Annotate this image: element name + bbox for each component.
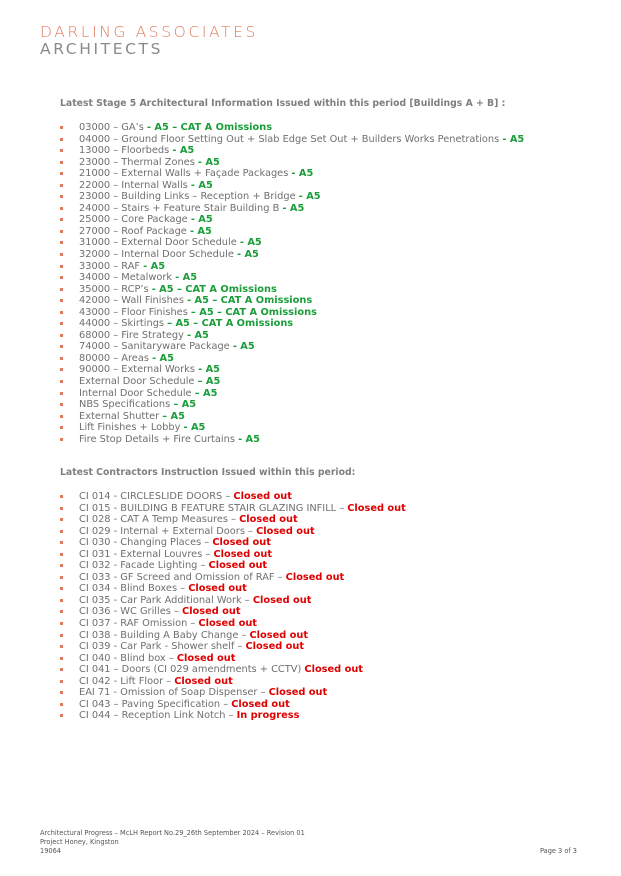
bullet-icon	[60, 541, 63, 544]
list-item	[60, 226, 524, 238]
list-item	[60, 491, 406, 503]
bullet-icon	[60, 138, 63, 141]
bullet-icon	[60, 576, 63, 579]
bullet-icon	[60, 645, 63, 648]
bullet-icon	[60, 634, 63, 637]
item-label: External Door Schedule	[79, 376, 198, 388]
item-label: 23000 – Building Links – Reception + Bridge	[79, 191, 299, 203]
list-item	[60, 676, 406, 688]
bullet-icon	[60, 438, 63, 441]
item-label: 31000 – External Door Schedule	[79, 237, 240, 249]
bullet-icon	[60, 599, 63, 602]
item-label: CI 035 - Car Park Additional Work –	[79, 594, 253, 606]
item-label: 23000 – Thermal Zones	[79, 156, 198, 168]
bullet-icon	[60, 587, 63, 590]
item-label: 34000 – Metalwork	[79, 272, 176, 284]
item-status: In progress	[236, 710, 300, 722]
list-item	[60, 526, 406, 538]
list-item	[60, 687, 406, 699]
list-item	[60, 595, 406, 607]
item-status: - A5	[172, 145, 195, 157]
item-status: - A5	[197, 156, 220, 168]
item-status: - A5	[238, 433, 260, 445]
list-item	[60, 237, 524, 249]
item-status: Closed out	[231, 698, 290, 710]
item-label: CI 032 - Facade Lighting –	[79, 560, 209, 572]
list-item	[60, 295, 524, 307]
item-label: 24000 – Stairs + Feature Stair Building B	[79, 202, 283, 214]
list-item	[60, 434, 524, 446]
item-label: 21000 – External Walls + Façade Packages	[79, 168, 292, 180]
bullet-icon	[60, 368, 63, 371]
item-label: 25000 – Core Package	[79, 214, 191, 226]
item-label: 32000 – Internal Door Schedule	[79, 249, 237, 261]
item-label: CI 039 - Car Park - Shower shelf –	[79, 641, 246, 653]
item-status: Closed out	[212, 537, 271, 549]
item-status: Closed out	[174, 675, 233, 687]
item-label: EAI 71 - Omission of Soap Dispenser –	[79, 687, 269, 699]
item-status: Closed out	[304, 664, 363, 676]
bullet-icon	[60, 126, 63, 129]
list-item	[60, 653, 406, 665]
page-number: Page 3 of 3	[540, 847, 577, 855]
bullet-icon	[60, 207, 63, 210]
item-status: Closed out	[198, 618, 257, 630]
item-label: CI 014 - CIRCLESLIDE DOORS –	[79, 491, 234, 502]
item-label: 27000 – Roof Package	[79, 225, 190, 237]
list-item	[60, 191, 524, 203]
bullet-icon	[60, 380, 63, 383]
item-status: - A5	[291, 168, 314, 180]
item-label: 33000 – RAF	[79, 260, 144, 272]
bullet-icon	[60, 403, 63, 406]
item-label: Fire Stop Details + Fire Curtains	[79, 433, 239, 445]
item-status: - A5	[232, 341, 255, 353]
list-item	[60, 272, 524, 284]
bullet-icon	[60, 299, 63, 302]
bullet-icon	[60, 680, 63, 683]
item-status: Closed out	[252, 594, 312, 606]
bullet-icon	[60, 322, 63, 325]
list-item	[60, 214, 524, 226]
item-status: Closed out	[285, 571, 345, 583]
bullet-icon	[60, 392, 63, 395]
footer-report-title: Architectural Progress – McLH Report No.29_26th September 2024 – Revision 01	[40, 829, 305, 837]
item-status: - A5	[189, 225, 212, 237]
item-status: Closed out	[213, 548, 273, 560]
instructions-list	[60, 491, 406, 722]
list-item	[60, 641, 406, 653]
item-status: - A5	[198, 364, 220, 376]
list-item	[60, 203, 524, 215]
item-status: - A5	[239, 237, 262, 249]
bullet-icon	[60, 495, 63, 498]
list-item	[60, 664, 406, 676]
list-item	[60, 549, 406, 561]
item-label: 42000 – Wall Finishes	[79, 295, 188, 307]
list-item	[60, 583, 406, 595]
bullet-icon	[60, 218, 63, 221]
item-status: - A5	[190, 214, 213, 226]
bullet-icon	[60, 691, 63, 694]
list-item	[60, 710, 406, 722]
item-status: - A5 – CAT A Omissions	[187, 295, 313, 307]
list-item	[60, 422, 524, 434]
item-status: Closed out	[256, 525, 315, 537]
item-label: 22000 – Internal Walls	[79, 179, 191, 191]
item-label: 80000 – Areas	[79, 352, 153, 364]
list-item	[60, 514, 406, 526]
bullet-icon	[60, 241, 63, 244]
list-item	[60, 399, 524, 411]
list-item	[60, 157, 524, 169]
item-label: CI 042 - Lift Floor –	[79, 675, 175, 687]
bullet-icon	[60, 357, 63, 360]
bullet-icon	[60, 345, 63, 348]
list-item	[60, 560, 406, 572]
item-label: 35000 – RCP’s	[79, 283, 152, 295]
footer-project-name: Project Honey, Kingston	[40, 838, 119, 846]
item-label: External Shutter	[79, 410, 163, 422]
bullet-icon	[60, 703, 63, 706]
bullet-icon	[60, 230, 63, 233]
list-item	[60, 341, 524, 353]
item-status: - A5	[175, 272, 198, 284]
bullet-icon	[60, 161, 63, 164]
item-status: - A5	[152, 352, 174, 364]
list-item	[60, 134, 524, 146]
item-status: Closed out	[176, 652, 236, 664]
list-item	[60, 537, 406, 549]
item-status: – A5	[194, 387, 218, 399]
logo-line-2: ARCHITECTS	[40, 40, 164, 58]
list-item	[60, 630, 406, 642]
stage5-list	[60, 122, 524, 445]
list-item	[60, 376, 524, 388]
list-item	[60, 145, 524, 157]
item-status: – A5 – CAT A Omissions	[167, 318, 294, 330]
item-label: 74000 – Sanitaryware Package	[79, 341, 233, 353]
bullet-icon	[60, 149, 63, 152]
list-item	[60, 503, 406, 515]
item-label: CI 034 - Blind Boxes –	[79, 583, 189, 595]
item-status: - A5	[183, 422, 206, 434]
bullet-icon	[60, 668, 63, 671]
list-item	[60, 307, 524, 319]
item-status: Closed out	[268, 687, 328, 699]
item-label: NBS Specifications	[79, 399, 174, 411]
bullet-icon	[60, 253, 63, 256]
list-item	[60, 330, 524, 342]
item-label: CI 038 - Building A Baby Change –	[79, 629, 250, 641]
item-status: - A5	[282, 202, 305, 214]
item-label: CI 029 - Internal + External Doors –	[79, 525, 257, 537]
bullet-icon	[60, 415, 63, 418]
bullet-icon	[60, 265, 63, 268]
list-item	[60, 180, 524, 192]
item-status: - A5	[143, 260, 166, 272]
bullet-icon	[60, 184, 63, 187]
list-item	[60, 318, 524, 330]
item-status: Closed out	[182, 606, 241, 618]
item-status: - A5	[502, 133, 525, 145]
item-status: – A5	[173, 399, 197, 411]
item-label: CI 044 – Reception Link Notch –	[79, 710, 237, 722]
list-item	[60, 122, 524, 134]
list-item	[60, 606, 406, 618]
bullet-icon	[60, 714, 63, 717]
bullet-icon	[60, 518, 63, 521]
item-label: CI 041 – Doors (CI 029 amendments + CCTV)	[79, 664, 305, 676]
list-item	[60, 411, 524, 423]
item-status: - A5	[190, 179, 213, 191]
item-status: – A5 – CAT A Omissions	[190, 306, 317, 318]
item-status: - A5	[186, 329, 209, 341]
item-status: Closed out	[208, 560, 268, 572]
bullet-icon	[60, 311, 63, 314]
item-status: - A5	[236, 249, 259, 261]
item-label: CI 036 - WC Grilles –	[79, 606, 182, 618]
item-status: Closed out	[188, 583, 247, 595]
item-label: 43000 – Floor Finishes	[79, 306, 191, 318]
list-item	[60, 284, 524, 296]
item-label: 44000 – Skirtings	[79, 318, 168, 330]
bullet-icon	[60, 426, 63, 429]
item-status: Closed out	[239, 514, 298, 526]
footer	[40, 829, 305, 856]
item-label: 03000 – GA’s	[79, 122, 147, 133]
item-status: – A5	[162, 410, 185, 422]
bullet-icon	[60, 553, 63, 556]
bullet-icon	[60, 657, 63, 660]
item-label: CI 033 - GF Screed and Omission of RAF –	[79, 571, 286, 583]
item-label: 04000 – Ground Floor Setting Out + Slab Edge Set Out + Builders Works Penetrations	[79, 133, 503, 145]
item-status: - A5 – CAT A Omissions	[151, 283, 277, 295]
bullet-icon	[60, 334, 63, 337]
bullet-icon	[60, 564, 63, 567]
bullet-icon	[60, 288, 63, 291]
list-item	[60, 388, 524, 400]
list-item	[60, 364, 524, 376]
item-label: 13000 – Floorbeds	[79, 145, 173, 157]
list-item	[60, 353, 524, 365]
list-item	[60, 618, 406, 630]
footer-project-number: 19064	[40, 847, 61, 855]
item-status: Closed out	[347, 502, 406, 514]
item-status: Closed out	[245, 641, 305, 653]
list-item	[60, 249, 524, 261]
item-label: 68000 – Fire Strategy	[79, 329, 187, 341]
item-label: CI 030 - Changing Places –	[79, 537, 213, 549]
list-item	[60, 261, 524, 273]
list-item	[60, 699, 406, 711]
instructions-heading: Latest Contractors Instruction Issued within this period:	[60, 467, 356, 478]
item-label: Lift Finishes + Lobby	[79, 422, 184, 434]
bullet-icon	[60, 172, 63, 175]
item-status: - A5	[298, 191, 321, 203]
item-label: 90000 – External Works	[79, 364, 199, 376]
stage5-heading: Latest Stage 5 Architectural Information Issued within this period [Buildings A + B] :	[60, 98, 506, 109]
item-status: - A5 – CAT A Omissions	[146, 122, 273, 133]
item-label: CI 037 - RAF Omission –	[79, 618, 199, 630]
logo-line-1: DARLING ASSOCIATES	[40, 23, 258, 41]
bullet-icon	[60, 507, 63, 510]
bullet-icon	[60, 195, 63, 198]
item-label: CI 043 – Paving Specification –	[79, 698, 232, 710]
bullet-icon	[60, 622, 63, 625]
item-label: CI 028 - CAT A Temp Measures –	[79, 514, 240, 526]
item-status: Closed out	[249, 629, 309, 641]
list-item	[60, 168, 524, 180]
company-logo	[40, 24, 258, 58]
bullet-icon	[60, 276, 63, 279]
item-label: CI 015 - BUILDING B FEATURE STAIR GLAZING INFILL –	[79, 502, 348, 514]
item-status: – A5	[197, 376, 221, 388]
item-label: CI 031 - External Louvres –	[79, 548, 214, 560]
list-item	[60, 572, 406, 584]
item-label: Internal Door Schedule	[79, 387, 195, 399]
bullet-icon	[60, 610, 63, 613]
bullet-icon	[60, 530, 63, 533]
item-status: Closed out	[233, 491, 292, 502]
item-label: CI 040 - Blind box –	[79, 652, 177, 664]
